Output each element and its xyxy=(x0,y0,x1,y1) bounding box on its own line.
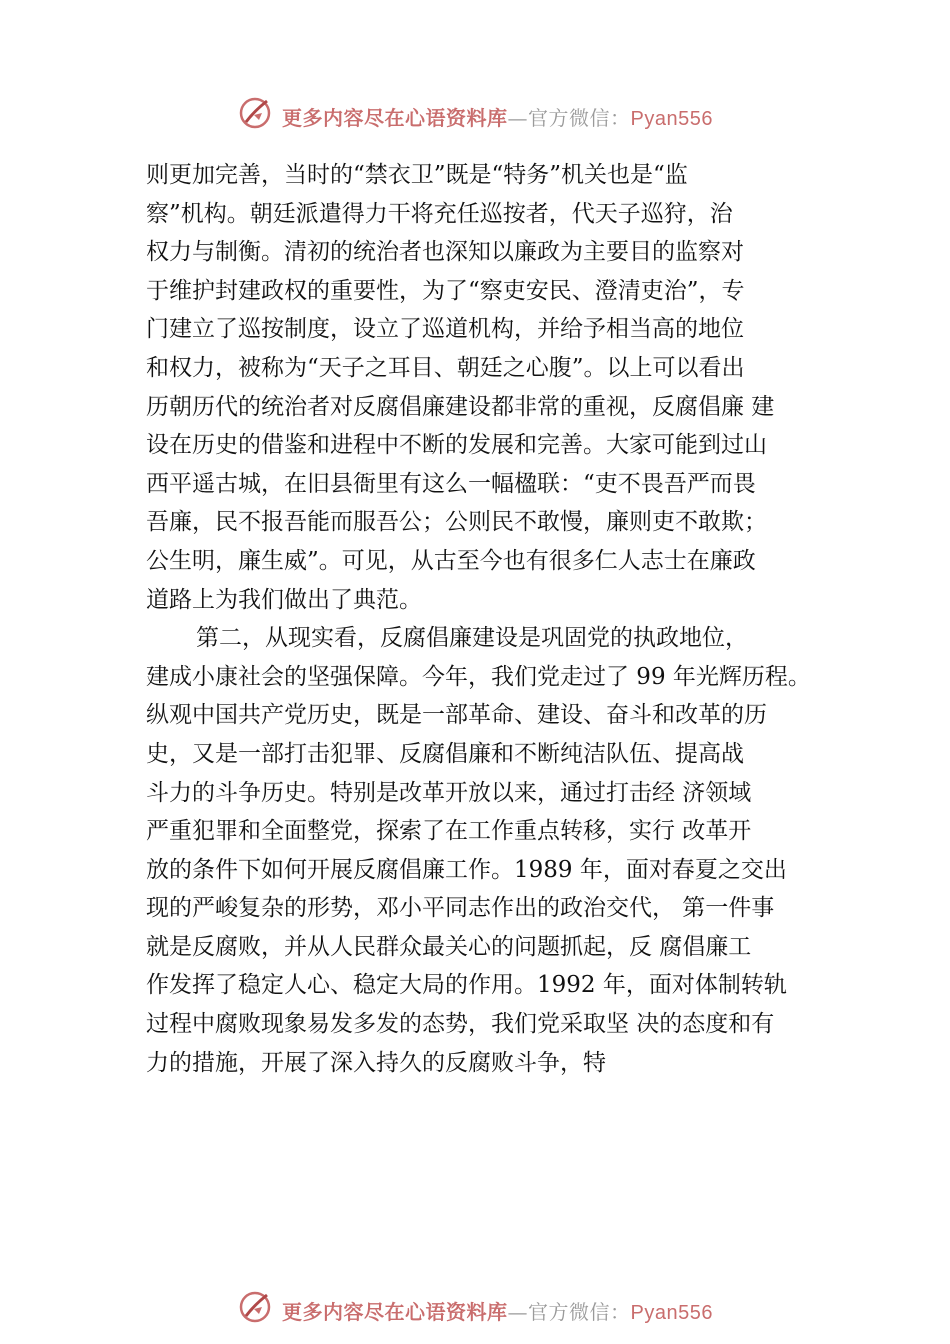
watermark-main: 更多内容尽在心语资料库 xyxy=(282,106,508,130)
quill-seal-icon xyxy=(238,96,272,130)
text-line: 纵观中国共产党历史，既是一部革命、建设、奋斗和改革的历 xyxy=(146,702,767,729)
text-line: 斗力的斗争历史。特别是改革开放以来，通过打击经 济领域 xyxy=(146,779,752,806)
text-line: 门建立了巡按制度，设立了巡道机构，并给予相当高的地位 xyxy=(146,316,744,343)
text-line: 西平遥古城，在旧县衙里有这么一幅楹联：“吏不畏吾严而畏 xyxy=(146,470,756,497)
text-line: 过程中腐败现象易发多发的态势，我们党采取坚 决的态度和有 xyxy=(146,1011,775,1038)
text-line: 权力与制衡。清初的统治者也深知以廉政为主要目的监察对 xyxy=(146,239,744,266)
watermark-main: 更多内容尽在心语资料库 xyxy=(282,1300,508,1324)
quill-seal-icon xyxy=(238,1290,272,1324)
watermark-id: Pyan556 xyxy=(630,1302,713,1324)
text-line: 公生明，廉生威”。可见，从古至今也有很多仁人志士在廉政 xyxy=(146,547,756,574)
footer-watermark xyxy=(0,1290,950,1330)
text-line: 吾廉，民不报吾能而服吾公；公则民不敢慢，廉则吏不敢欺； xyxy=(146,509,767,536)
watermark-slogan xyxy=(282,1296,713,1325)
text-line: 于维护封建政权的重要性，为了“察吏安民、澄清吏治”，专 xyxy=(146,277,745,304)
text-line: 和权力，被称为“天子之耳目、朝廷之心腹”。以上可以看出 xyxy=(146,354,745,381)
text-line: 察”机构。朝廷派遣得力干将充任巡按者，代天子巡狩，治 xyxy=(146,200,733,227)
text-line: 力的措施，开展了深入持久的反腐败斗争，特 xyxy=(146,1049,606,1076)
text-line: 历朝历代的统治者对反腐倡廉建设都非常的重视，反腐倡廉 建 xyxy=(146,393,775,420)
text-line: 作发挥了稳定人心、稳定大局的作用。1992 年，面对体制转轨 xyxy=(146,972,787,999)
text-line: 就是反腐败，并从人民群众最关心的问题抓起，反 腐倡廉工 xyxy=(146,933,752,960)
watermark-dash: — xyxy=(507,106,528,130)
watermark-slogan xyxy=(282,102,713,131)
paragraph-start-line: 第二，从现实看，反腐倡廉建设是巩固党的执政地位， xyxy=(196,625,748,652)
header-watermark xyxy=(0,96,950,136)
text-line: 放的条件下如何开展反腐倡廉工作。1989 年，面对春夏之交出 xyxy=(146,856,787,883)
watermark-suffix: 官方微信： xyxy=(528,106,631,130)
watermark-dash: — xyxy=(507,1300,528,1324)
text-line: 道路上为我们做出了典范。 xyxy=(146,586,422,613)
text-line: 设在历史的借鉴和进程中不断的发展和完善。大家可能到过山 xyxy=(146,432,767,459)
watermark-id: Pyan556 xyxy=(630,108,713,130)
text-line: 建成小康社会的坚强保障。今年，我们党走过了 99 年光辉历程。 xyxy=(146,663,811,690)
text-line: 史，又是一部打击犯罪、反腐倡廉和不断纯洁队伍、提高战 xyxy=(146,740,744,767)
watermark-suffix: 官方微信： xyxy=(528,1300,631,1324)
text-line: 则更加完善，当时的“禁衣卫”既是“特务”机关也是“监 xyxy=(146,162,688,188)
text-line: 严重犯罪和全面整党，探索了在工作重点转移，实行 改革开 xyxy=(146,818,752,845)
body-text xyxy=(146,156,846,1082)
text-line: 现的严峻复杂的形势，邓小平同志作出的政治交代， 第一件事 xyxy=(146,895,775,922)
